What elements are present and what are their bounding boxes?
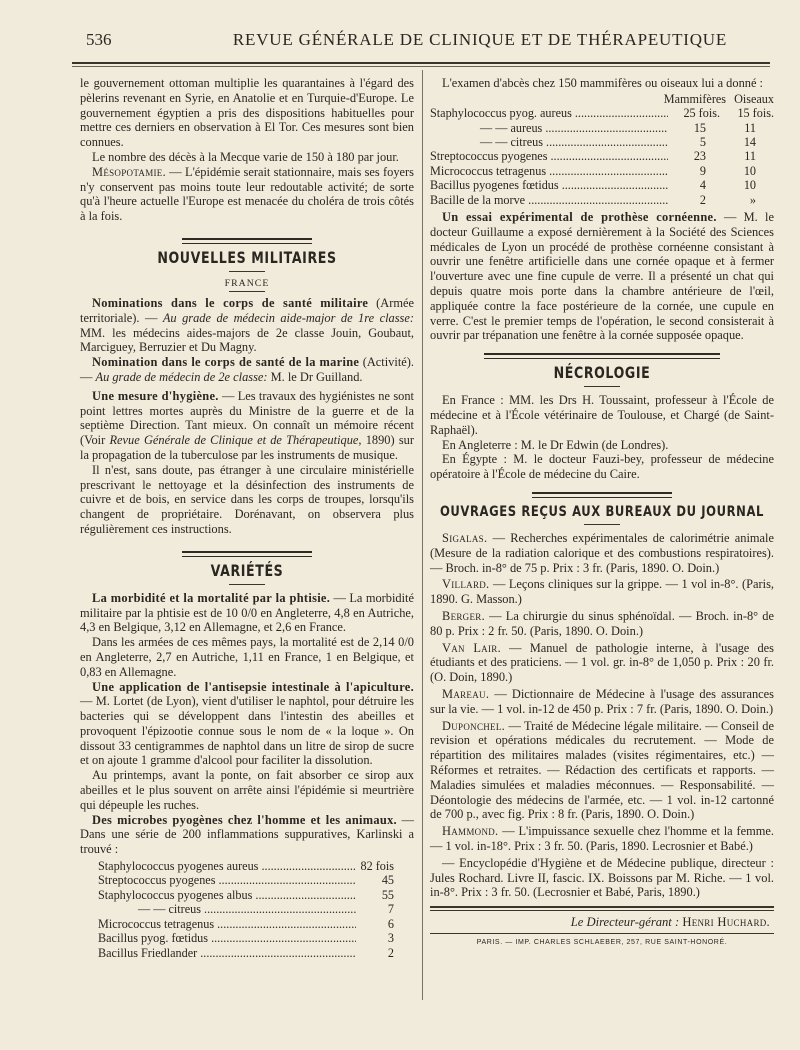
column-divider (422, 70, 423, 1000)
table-cell-name: Streptococcus pyogenes ..... (430, 149, 668, 163)
table-cell-name: Staphylococcus pyogenes albus ..... (98, 888, 356, 902)
table-cell-name: Micrococcus tetragenus ..... (98, 917, 356, 931)
paragraph: En France : MM. les Drs H. Toussaint, professeur à l'École de médecine et à l'École vétérinaire de Toulouse, et Chargé (de Saint-Raphaël). (430, 393, 774, 437)
page-number: 536 (86, 30, 112, 49)
table-cell-name: Staphylococcus pyog. aureus ..... (430, 106, 668, 120)
book-text: — L'impuissance sexuelle chez l'homme et la femme. — 1 vol. in-18°. Prix : 3 fr. 50. (Paris, 1890. Lecrosnier et Babé.) (430, 824, 774, 853)
table-cell-value: 2 (668, 193, 720, 207)
paragraph: En Angleterre : M. le Dr Edwin (de Londres). (442, 437, 669, 452)
table-cell-name: Bacille de la morve ..... (430, 193, 668, 207)
table-cell-value: 10 (720, 164, 774, 178)
paragraph-text: (Activité). — (80, 355, 414, 384)
paragraph (80, 355, 414, 385)
paragraph: le gouvernement ottoman multiplie les quarantaines à l'égard des pèlerins revenant en Syrie, en Anatolie et en Turquie-d'Europe. Le gouvernement égyptien a pris des dispositions habituelles pour mettre ces derniers en observation à El Tor. Ces mesures sont bien connues. (80, 76, 414, 150)
paragraph: Dans les armées de ces mêmes pays, la mortalité est de 2,14 0/0 en Angleterre, 2,7 en Autriche, 1,11 en France, 1 en Belgique, et 0,83 en Allemagne. (80, 635, 414, 679)
table-row (98, 946, 414, 960)
paragraph-text: — M. Lortet (de Lyon), vient d'utiliser le naphtol, pour détruire les bacteries qui se développent dans l'intestin des abeilles et provoquent l'épizootie connue sous le nom de « la loque ». On dissout 33 centigrammes de naphtol dans un litre de sirop de sucre et on ajoute 1 gramme d'alcool pour faciliter la dissolution. (80, 694, 414, 768)
table-cell-value: 7 (356, 902, 414, 916)
running-title: REVUE GÉNÉRALE DE CLINIQUE ET DE THÉRAPEUTIQUE (232, 30, 728, 49)
paragraph: L'examen d'abcès chez 150 mammifères ou oiseaux lui a donné : (442, 76, 764, 90)
paragraph (80, 591, 414, 635)
table-cell-value: 14 (720, 135, 774, 149)
section-title: NOUVELLES MILITAIRES (157, 248, 337, 267)
table-cell-name: — — citreus ..... (430, 135, 668, 149)
section-rule (532, 492, 672, 494)
column-header: Mammifères (663, 91, 727, 106)
books-list (430, 531, 774, 900)
book-text: — Recherches expérimentales de calorimétrie animale (Mesure de la radiation calorique et des combustions respiratoires). — Broch. in-8° de 75 p. Prix : 3 fr. (Paris, 1890. O. Doin.) (430, 531, 774, 575)
table-cell-value: 11 (720, 149, 774, 163)
section-title: OUVRAGES REÇUS AUX BUREAUX DU JOURNAL (439, 502, 765, 520)
table-cell-name: Bacillus pyog. fœtidus ..... (98, 931, 356, 945)
paragraph-lead: La morbidité et la mortalité par la phtisie. (92, 590, 331, 605)
section-heading (430, 353, 774, 387)
paragraph-lead: Nomination dans le corps de santé de la marine (92, 355, 360, 370)
section-title: VARIÉTÉS (210, 560, 284, 580)
page-header (70, 28, 770, 54)
footer-rule (430, 906, 774, 908)
paragraph-text: — M. le docteur Guillaume a exposé dernièrement à la Société des Sciences médicales de Lyon un procédé de prothèse cornéenne consistant à ouvrir une fenêtre artificielle dans une cornée opaque et à fermer l'ouverture avec une fine cupule de verre. Il a présenté un chat qui depuis quatre mois porte dans la chambre antérieure de l'œil, appliquée contre la face postérieure de la cornée, une cupule en verre. C'est le premier temps de l'opération, le second consisterait à ouvrir par trépanation une fenêtre à la cornée supposée opaque. (430, 210, 774, 343)
list-item (430, 856, 774, 900)
table-row (98, 859, 414, 873)
table-cell-value: 4 (668, 178, 720, 192)
table-header-row (430, 92, 774, 106)
paragraph-lead: Mésopotamie. (92, 164, 166, 179)
table-cell-value: 82 fois (356, 859, 414, 873)
paragraph-text: (Armée territoriale). — (80, 295, 414, 325)
table-row (430, 164, 774, 178)
paragraph (80, 296, 414, 355)
table-cell-name: — — citreus ..... (98, 902, 356, 916)
paragraph-lead: Une mesure d'hygiène. (92, 388, 219, 403)
signature-name: Henri Huchard. (682, 915, 770, 930)
table-cell-name: — — aureus ..... (430, 121, 668, 135)
table-cell-value: 15 fois. (720, 106, 774, 120)
list-item (430, 609, 774, 639)
table-cell-name: Bacillus Friedlander ..... (98, 946, 356, 960)
list-item (430, 687, 774, 717)
section-rule (484, 353, 720, 355)
paragraph (80, 165, 414, 224)
paragraph-text: — Dans une série de 200 inflammations suppuratives, Karlinski a trouvé : (80, 812, 414, 857)
section-title: NÉCROLOGIE (553, 363, 651, 383)
table-row (98, 873, 414, 887)
paragraph (80, 813, 414, 857)
table-row (430, 106, 774, 120)
table-cell-name: Streptococcus pyogenes ..... (98, 873, 356, 887)
paragraph: Au printemps, avant la ponte, on fait absorber ce sirop aux abeilles et le plus souvent on arrête ainsi l'épidémie si meurtrière qui dépeuple les ruches. (80, 768, 414, 812)
book-author: Berger. (442, 608, 485, 623)
paragraph-text: MM. les médecins aides-majors de 2e classe Jouin, Goubaut, Marciguey, Berruzier et Du Magny. (80, 325, 414, 355)
paragraph-text: , 1890) sur la propagation de la tuberculose par les instruments de musique. (80, 433, 414, 462)
list-item (430, 719, 774, 823)
list-item (430, 577, 774, 607)
section-heading (80, 551, 414, 585)
table-row (98, 931, 414, 945)
table-row (430, 149, 774, 163)
printer-imprint: PARIS. — IMP. CHARLES SCHLAEBER, 257, RUE SAINT-HONORÉ. (476, 939, 728, 947)
table-cell-value: 45 (356, 873, 414, 887)
signature-label: Le Directeur-gérant : (570, 915, 680, 930)
abscess-table (430, 92, 774, 207)
section-heading (80, 238, 414, 272)
table-cell-value: 23 (668, 149, 720, 163)
table-cell-name: Staphylococcus pyogenes aureus ..... (98, 859, 356, 873)
paragraph: Il n'est, sans doute, pas étranger à une circulaire ministérielle prescrivant le nettoyage et la désinfection des instruments de cuivre et de bois, en service dans les corps de troupes, lorsqu'ils changent de propriétaire. Dorénavant, on observera plus régulièrement ces instructions. (80, 462, 414, 536)
book-author: Duponchel. (442, 718, 506, 733)
header-rule-thin (72, 66, 770, 67)
paragraph-text: — L'épidémie serait stationnaire, mais ses foyers n'y conservent pas moins toute leur redoutable activité; de sorte qu'à l'heure actuelle l'Europe est menacée du choléra de trois côtés à la fois. (80, 164, 414, 224)
table-row (430, 178, 774, 192)
table-row (430, 193, 774, 207)
paragraph-lead: Des microbes pyogènes chez l'homme et les animaux. (92, 812, 397, 827)
book-author: Mareau. (442, 686, 490, 701)
paragraph-text: — La morbidité militaire par la phtisie est de 10 0/0 en Angleterre, 4,8 en Autriche, 4,3 en Belgique, 3,12 en Allemagne, et 2,6 en France. (80, 590, 414, 635)
paragraph-italic: Au grade de médecin aide-major de 1re classe: (162, 310, 414, 325)
book-text: — Encyclopédie d'Hygiène et de Médecine publique, directeur : Jules Rochard. Livre II, fascic. IX. Boissons par M. Riche. — 1 vol. in-8°. Prix : 3 fr. 50. (Lecrosnier et Babé, Paris, 1890.) (430, 855, 774, 900)
paragraph-text: — Les travaux des hygiénistes ne sont point lettres mortes auprès du Ministre de la guerre et de la septième Direction. Tant mieux. On connaît un mémoire récent (Voir (80, 388, 414, 448)
paragraph-lead: Un essai expérimental de prothèse cornéenne. (442, 210, 717, 225)
table-cell-name: Bacillus pyogenes fœtidus ..... (430, 178, 668, 192)
karlinski-table (80, 859, 414, 960)
table-cell-value: 10 (720, 178, 774, 192)
paragraph-text: M. le Dr Guilland. (267, 369, 363, 384)
paragraph: Le nombre des décès à la Mecque varie de 150 à 180 par jour. (92, 149, 399, 164)
paragraph-lead: Nominations dans le corps de santé militaire (92, 295, 369, 310)
footer-rule (430, 933, 774, 934)
paragraph (430, 210, 774, 343)
paragraph-italic: Revue Générale de Clinique et de Thérapeutique (109, 433, 359, 448)
list-item (430, 641, 774, 685)
book-author: Van Lair. (442, 640, 501, 655)
column-header: Oiseaux (734, 91, 774, 106)
book-text: — Leçons cliniques sur la grippe. — 1 vol in-8°. (Paris, 1890. G. Masson.) (430, 577, 774, 607)
table-row (430, 121, 774, 135)
table-row (98, 917, 414, 931)
paragraph-italic: Au grade de médecin de 2e classe: (95, 369, 268, 384)
table-row (430, 135, 774, 149)
table-cell-name: Micrococcus tetragenus ..... (430, 164, 668, 178)
table-cell-value: 11 (720, 121, 774, 135)
footer-rule (430, 910, 774, 911)
subheading: FRANCE (224, 277, 270, 289)
table-cell-value: 9 (668, 164, 720, 178)
table-row (98, 902, 414, 916)
subheading-rule (229, 291, 265, 292)
table-cell-value: 55 (356, 888, 414, 902)
paragraph: En Égypte : M. le docteur Fauzi-bey, professeur de médecine opératoire à l'École de médecine du Caire. (430, 452, 774, 482)
table-cell-value: » (720, 193, 774, 207)
section-heading (430, 492, 774, 525)
header-rule (72, 62, 770, 64)
list-item (430, 824, 774, 854)
right-column (430, 76, 774, 946)
book-text: — Traité de Médecine légale militaire. — Conseil de revision et opérations médicales du recrutement. — Mode de répartition des militaires malades (visites régimentaires, etc.) — Réformes et retraites. — Rédaction des certificats et rapports. — Maladies simulées et maladies méconnues. — Responsabilité. — Déontologie des médecins de l'armée, etc. — 1 vol. in-12 cartonné de 700 p., avec fig. Prix : 8 fr. (Paris, 1890. O. Doin.) (430, 718, 774, 822)
book-author: Villard. (442, 577, 490, 592)
book-author: Sigalas. (442, 531, 488, 545)
book-text: — Manuel de pathologie interne, à l'usage des étudiants et des praticiens. — 1 vol. gr. in-8° de 1,050 p. Prix : 20 fr. (O. Doin, 1890.) (430, 640, 774, 685)
table-cell-value: 3 (356, 931, 414, 945)
paragraph-lead: Une application de l'antisepsie intestinale à l'apiculture. (92, 679, 414, 694)
signature (430, 915, 774, 930)
book-author: Hammond. (442, 824, 499, 839)
table-cell-value: 6 (356, 917, 414, 931)
table-cell-value: 2 (356, 946, 414, 960)
table-cell-value: 25 fois. (668, 106, 720, 120)
table-cell-value: 5 (668, 135, 720, 149)
book-text: — La chirurgie du sinus sphénoïdal. — Broch. in-8° de 80 p. Prix : 2 fr. 50. (Paris, 1890. O. Doin.) (430, 608, 774, 638)
table-cell-value: 15 (668, 121, 720, 135)
table-row (98, 888, 414, 902)
section-rule (182, 238, 312, 240)
paragraph (80, 680, 414, 769)
book-text: — Dictionnaire de Médecine à l'usage des assurances sur la vie. — 1 vol. in-12 de 450 p. Prix : 7 fr. (Paris, 1890. O. Doin.) (430, 686, 774, 716)
list-item (430, 531, 774, 575)
left-column (80, 76, 414, 960)
paragraph (80, 389, 414, 463)
section-rule (182, 551, 312, 553)
